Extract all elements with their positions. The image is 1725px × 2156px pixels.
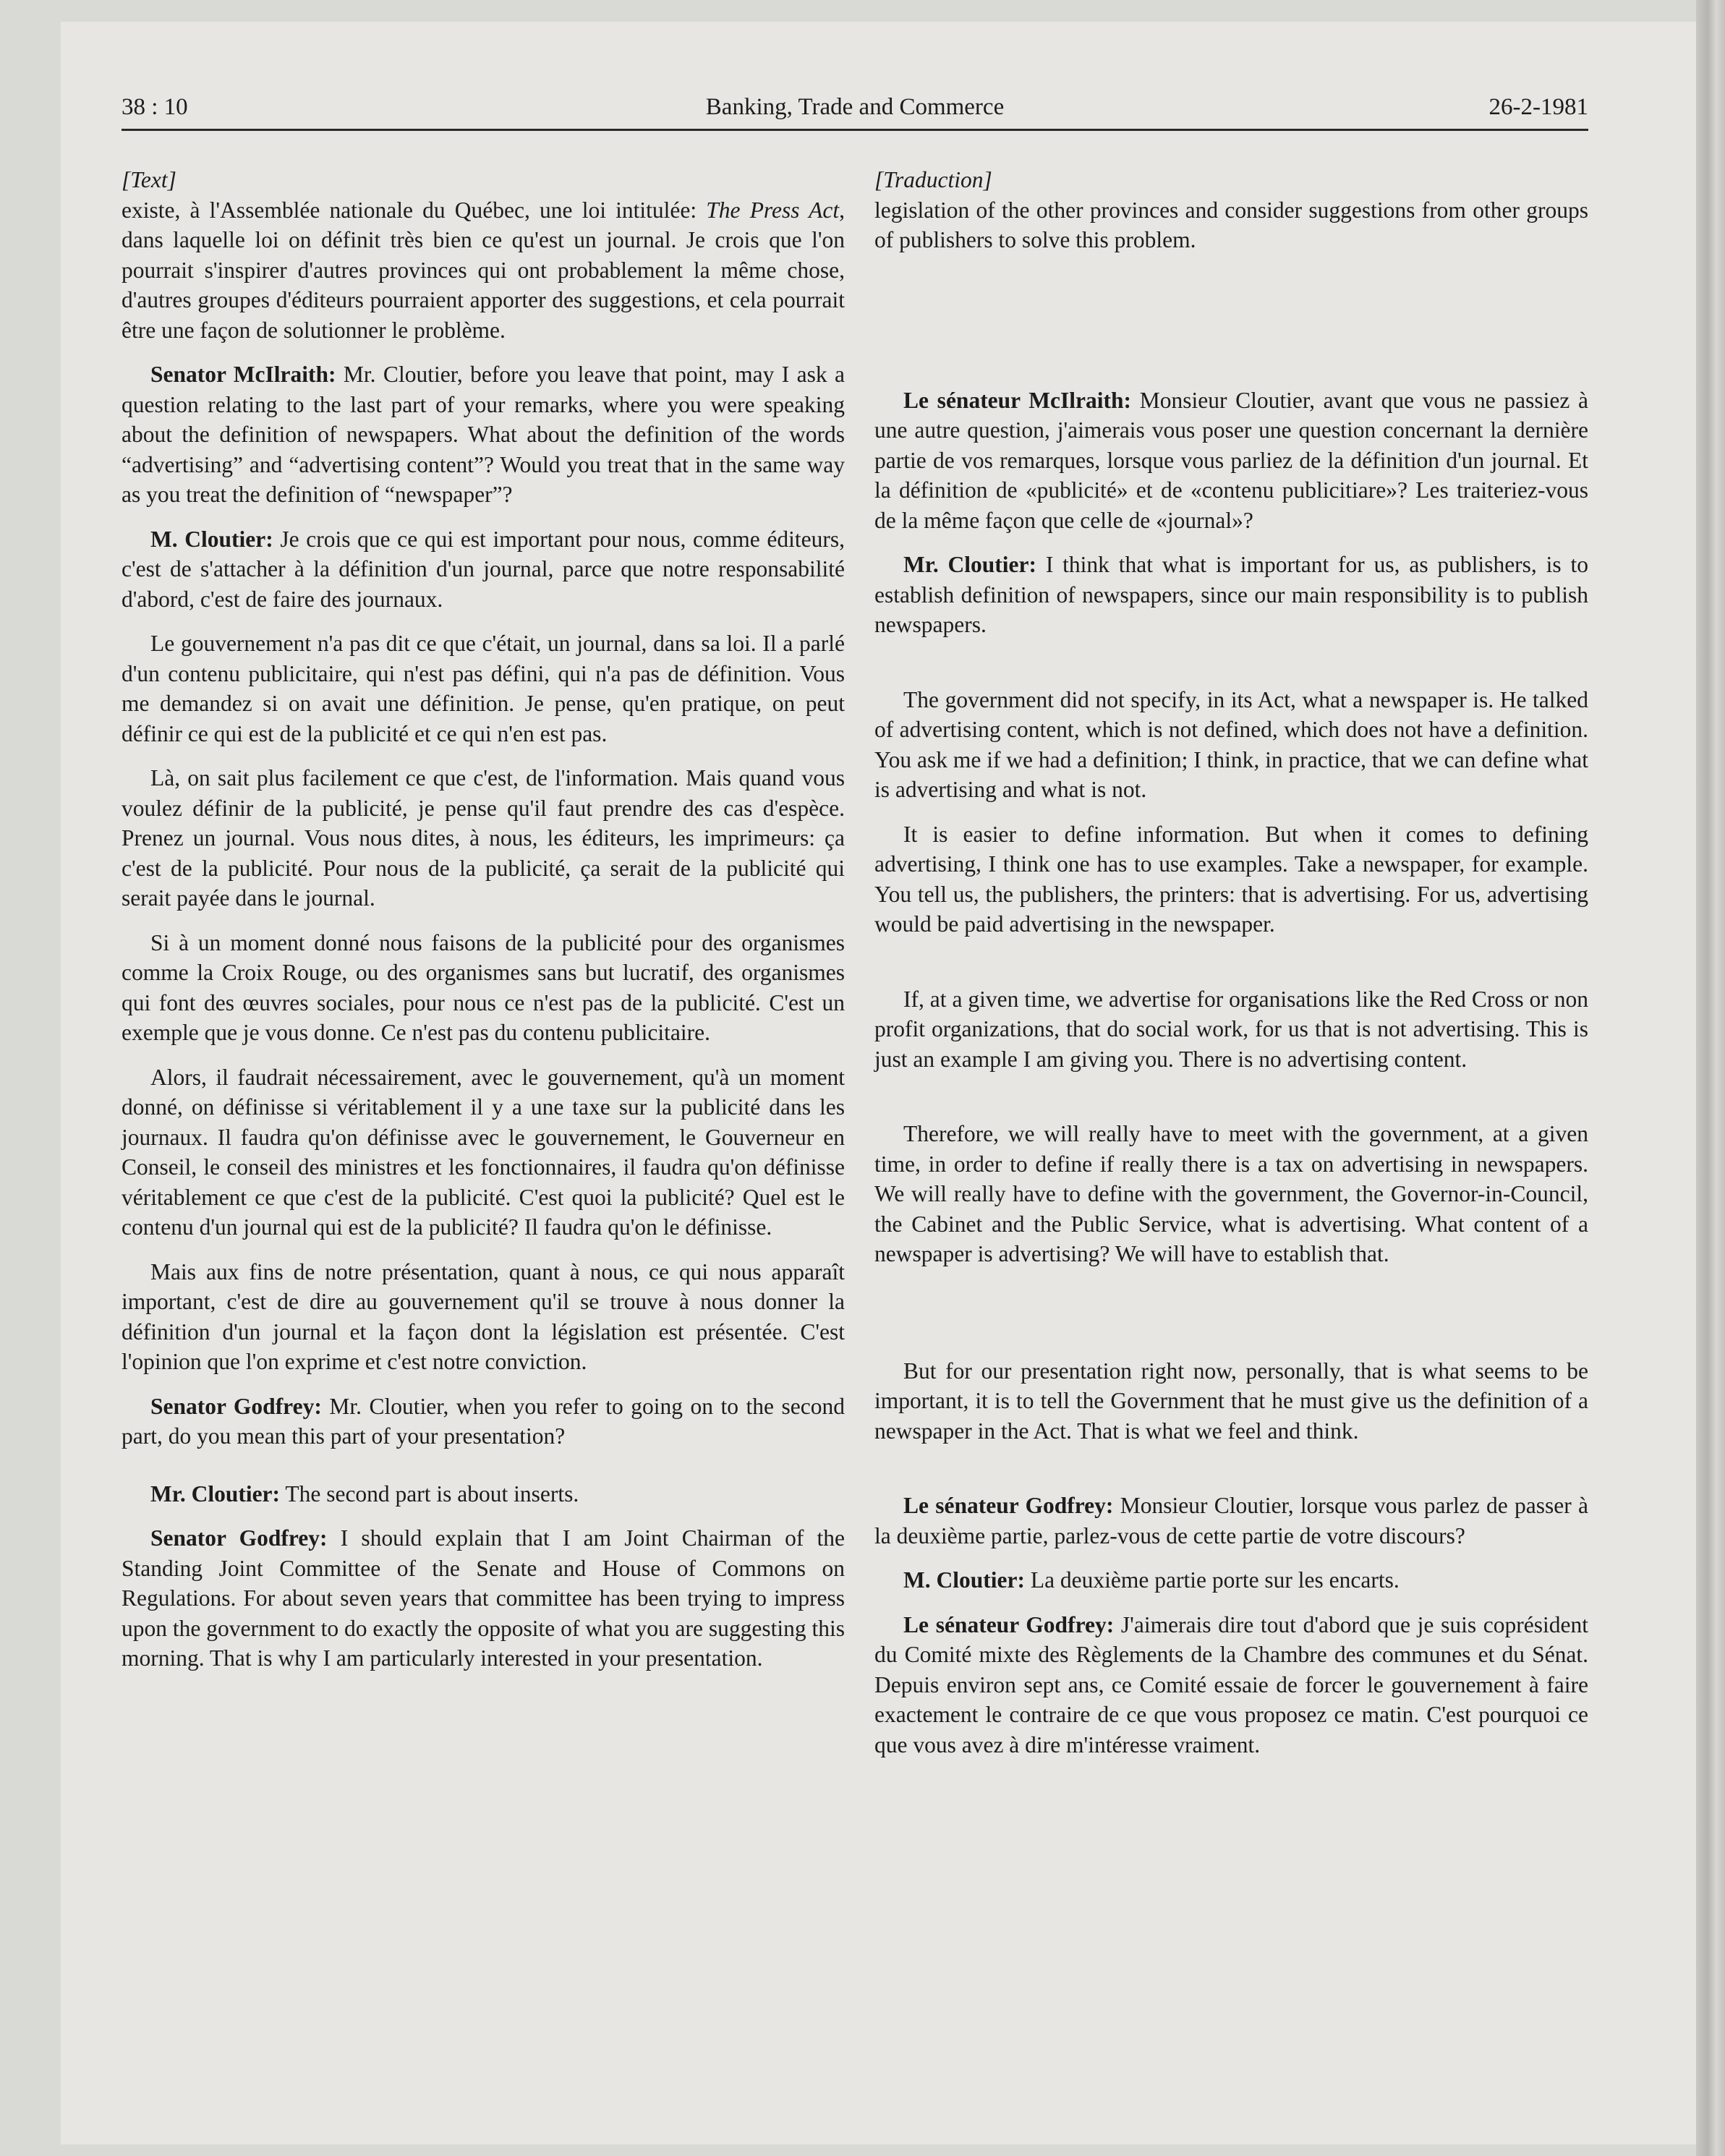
paragraph: Therefore, we will really have to meet with the government, at a given time, in order to define if really there is a tax on advertising in newspapers. We will really have to define with the government, the Governor-in-Council, the Cabinet and the Public Service, what is advertising. What content of a newspaper is advertising? We will have to establish that.	[874, 1121, 1588, 1266]
speaker-name: M. Cloutier:	[903, 1567, 1025, 1593]
paragraph: legislation of the other provinces and consider suggestions from other groups of publishers to solve this problem.	[874, 197, 1588, 252]
paragraph: Le sénateur Godfrey: Monsieur Cloutier, lorsque vous parlez de passer à la deuxième partie, parlez-vous de cette partie de votre discours?	[874, 1493, 1589, 1548]
speaker-name: Senator Godfrey:	[150, 1393, 322, 1419]
paragraph: If, at a given time, we advertise for organisations like the Red Cross or non profit organizations, that do social work, for us that is not advertising. This is just an example I am giving you. There is no advertising content.	[874, 986, 1588, 1072]
paragraph: The government did not specify, in its Act, what a newspaper is. He talked of advertising content, which is not defined, which does not have a definition. You ask me if we had a definition; I think, in practice, that we can define what is advertising and what is not.	[874, 686, 1589, 802]
paragraph: Le gouvernement n'a pas dit ce que c'était, un journal, dans sa loi. Il a parlé d'un contenu publicitaire, qui n'est pas défini, qui n'a pas de définition. Vous me demandez si on avait une définition. Je pense, qu'en pratique, on peut définir ce qui est de la publicité et ce qui n'en est pas.	[122, 631, 845, 746]
page-edge	[1696, 0, 1725, 2156]
paragraph: Senator Godfrey: Mr. Cloutier, when you refer to going on to the second part, do you mean this part of your presentation?	[122, 1393, 845, 1449]
speaker-name: Mr. Cloutier:	[150, 1480, 281, 1507]
column-label: [Text]	[122, 167, 176, 192]
paragraph: M. Cloutier: Je crois que ce qui est important pour nous, comme éditeurs, c'est de s'attacher à la définition d'un journal, parce que notre responsabilité d'abord, c'est de faire des journaux.	[122, 526, 845, 612]
paragraph: Le sénateur Godfrey: J'aimerais dire tout d'abord que je suis coprésident du Comité mixte des Règlements de la Chambre des communes et du Sénat. Depuis environ sept ans, ce Comité essaie de forcer le gouvernement à faire exactement le contraire de ce que vous proposez ce matin. C'est pourquoi ce que vous avez à dire m'intéresse vraiment.	[874, 1611, 1588, 1757]
column-label-text: Traduction	[883, 167, 984, 192]
paragraph: existe, à l'Assemblée nationale du Québec, une loi intitulée: The Press Act, dans laquelle loi on définit très bien ce qu'est un journal. Je crois que l'on pourrait s'inspirer d'autres provinces qui ont probablement la même chose, d'autres groupes d'éditeurs pourraient apporter des suggestions, et cela pourrait être une façon de solutionner le problème.	[122, 197, 845, 343]
right-column	[874, 165, 1588, 1774]
speaker-name: Le sénateur Godfrey:	[903, 1493, 1114, 1518]
speaker-name: M. Cloutier:	[150, 526, 273, 552]
page-number: 38 : 10	[122, 94, 188, 120]
page-date: 26-2-1981	[1488, 94, 1588, 120]
act-title: The Press Act	[706, 197, 840, 223]
page-header	[122, 91, 1588, 131]
speaker-name: Le sénateur Godfrey:	[903, 1611, 1115, 1637]
paragraph: Le sénateur McIlraith: Monsieur Cloutier, avant que vous ne passiez à une autre question, j'aimerais vous poser une question concernant la dernière partie de vos remarques, lorsque vous parliez de la définition d'un journal. Et la définition de «publicité» et de «contenu publicitiare»? Les traiteriez-vous de la même façon que celle de «journal»?	[874, 387, 1589, 533]
paragraph: It is easier to define information. But when it comes to defining advertising, I think one has to use examples. Take a newspaper, for example. You tell us, the publishers, the printers: that is advertising. For us, advertising would be paid advertising in the newspaper.	[874, 821, 1588, 937]
left-column	[122, 165, 845, 1688]
column-label: [Traduction]	[874, 167, 992, 192]
speaker-name: Mr. Cloutier:	[903, 552, 1036, 577]
paragraph: M. Cloutier: La deuxième partie porte sur les encarts.	[903, 1567, 1400, 1593]
speaker-name: Senator Godfrey:	[150, 1525, 328, 1551]
paragraph: Senator McIlraith: Mr. Cloutier, before you leave that point, may I ask a question relating to the last part of your remarks, where you were speaking about the definition of newspapers. What about the definition of the words “advertising” and “advertising content”? Would you treat that in the same way as you treat the definition of “newspaper”?	[122, 362, 845, 507]
paragraph: Mais aux fins de notre présentation, quant à nous, ce qui nous apparaît important, c'est de dire au gouvernement qu'il se trouve à nous donner la définition d'un journal et la façon dont la législation est présentée. C'est l'opinion que l'on exprime et c'est notre conviction.	[122, 1258, 845, 1374]
paragraph: But for our presentation right now, personally, that is what seems to be important, it is to tell the Government that he must give us the definition of a newspaper in the Act. That is what we feel and think.	[874, 1358, 1588, 1444]
column-label-text: Text	[130, 167, 168, 192]
paragraph: Là, on sait plus facilement ce que c'est, de l'information. Mais quand vous voulez définir de la publicité, je pense qu'il faut prendre des cas d'espèce. Prenez un journal. Vous nous dites, à nous, les éditeurs, les imprimeurs: ça c'est de la publicité. Pour nous de la publicité, ça serait de la publicité qui serait payée dans le journal.	[122, 765, 845, 911]
paragraph: Senator Godfrey: I should explain that I am Joint Chairman of the Standing Joint Committee of the Senate and House of Commons on Regulations. For about seven years that committee has been trying to impress upon the government to do exactly the opposite of what you are suggesting this morning. That is why I am particularly interested in your presentation.	[122, 1525, 845, 1671]
speaker-name: Senator McIlraith:	[150, 362, 336, 387]
page-title: Banking, Trade and Commerce	[705, 94, 1005, 120]
paragraph: Mr. Cloutier: I think that what is important for us, as publishers, is to establish definition of newspapers, since our main responsibility is to publish newspapers.	[874, 552, 1588, 637]
speaker-name: Le sénateur McIlraith:	[903, 387, 1131, 413]
paragraph: Si à un moment donné nous faisons de la publicité pour des organismes comme la Croix Rouge, ou des organismes sans but lucratif, des organismes qui font des œuvres sociales, pour nous ce n'est pas de la publicité. C'est un exemple que je vous donne. Ce n'est pas du contenu publicitaire.	[122, 929, 845, 1045]
paragraph: Mr. Cloutier: The second part is about inserts.	[150, 1480, 579, 1507]
paragraph: Alors, il faudrait nécessairement, avec le gouvernement, qu'à un moment donné, on définisse si véritablement il y a une taxe sur la publicité dans les journaux. Il faudra qu'on définisse avec le gouvernement, le Gouverneur en Conseil, le conseil des ministres et les fonctionnaires, il faudra qu'on définisse véritablement ce que c'est de la publicité. C'est quoi la publicité? Quel est le contenu d'un journal qui est de la publicité? Il faudra qu'on le définisse.	[122, 1064, 845, 1240]
